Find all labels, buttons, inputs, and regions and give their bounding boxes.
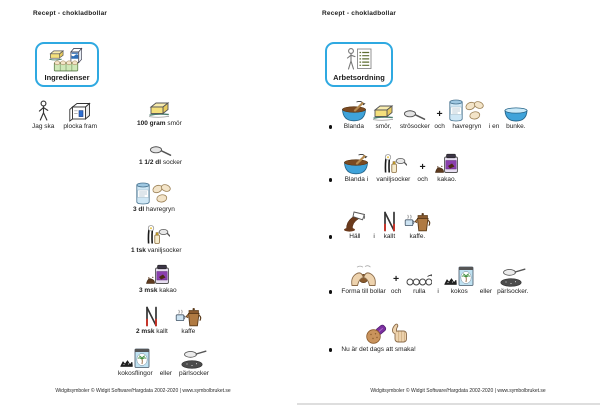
instructions-icon — [344, 47, 374, 73]
step-word-butter — [371, 103, 395, 131]
ingredient-row — [118, 348, 209, 378]
step-row — [329, 264, 529, 296]
take-out-item — [63, 101, 97, 131]
step-word: i — [437, 288, 439, 295]
page-title: Recept - chokladbollar — [322, 10, 397, 17]
mixing-bowl-icon — [343, 152, 369, 175]
step-row — [329, 322, 416, 354]
forming-hands-icon — [349, 264, 378, 287]
category-label: Arbetsordning — [333, 73, 385, 83]
ingredient-row — [139, 264, 177, 295]
ingredient-row — [136, 306, 202, 336]
ingredient-cold — [136, 306, 168, 336]
step-word-mix — [343, 152, 369, 184]
cupboard-icon — [69, 101, 92, 122]
step-row — [329, 152, 459, 184]
step-word-taste — [341, 322, 415, 354]
step-word: i — [373, 233, 375, 240]
step-word-pour — [343, 210, 366, 241]
i-will-item — [32, 100, 54, 131]
step-word-vanilla — [376, 153, 410, 184]
chocolate-ball-icon — [365, 324, 388, 344]
ingredient-row — [133, 182, 175, 214]
cold-icon — [382, 211, 397, 232]
thumbs-up-icon — [390, 322, 409, 344]
cocoa-icon — [435, 153, 459, 175]
sugar-spoon-icon — [403, 106, 426, 122]
plus-icon: + — [436, 107, 443, 120]
cold-icon — [144, 306, 159, 327]
instructions-category-box — [325, 42, 393, 87]
ingredient-pearl-sugar — [179, 349, 209, 378]
ingredient-cocoa — [139, 264, 177, 295]
bowl-icon — [504, 106, 528, 122]
ingredient-row — [131, 224, 182, 255]
step-word-cold — [382, 211, 397, 241]
step-word: Forma till bollar — [341, 288, 386, 295]
step-word: och — [417, 176, 428, 183]
person-icon — [37, 100, 50, 122]
oats-icon — [449, 99, 484, 122]
step-word: kaffe. — [409, 233, 426, 240]
take-out-label: plocka fram — [63, 123, 98, 130]
step-word: eller — [479, 288, 493, 295]
step-word-and — [391, 274, 401, 297]
oats-icon — [136, 182, 171, 205]
step-word: smör, — [375, 123, 392, 130]
intro-row — [32, 100, 97, 131]
copyright-footer: Widgitsymboler © Widgit Software/Hargdata 2002-2020 | www.symbolbruket.se — [370, 388, 546, 394]
plus-icon: + — [419, 160, 426, 173]
coffee-icon — [404, 211, 431, 232]
vanilla-icon — [380, 153, 407, 175]
page-break-line — [297, 403, 600, 405]
ingredient-row — [139, 142, 182, 167]
page-title: Recept - chokladbollar — [33, 10, 108, 17]
ingredient-coffee — [175, 306, 202, 336]
pearl-sugar-icon — [181, 349, 207, 369]
step-word-and — [417, 162, 427, 185]
ingredient-label: pärlsocker — [178, 370, 209, 377]
step-word-in — [373, 233, 374, 241]
or-label: eller — [159, 370, 172, 377]
step-word: Blanda i — [344, 176, 369, 183]
step-word-coconut — [444, 266, 475, 296]
bullet-icon — [329, 290, 332, 293]
copyright-footer: Widgitsymboler © Widgit Software/Hargdata 2002-2020 | www.symbolbruket.se — [55, 388, 231, 394]
i-will-label: Jag ska — [32, 123, 55, 130]
step-word: i en — [488, 123, 500, 130]
step-word-oats — [449, 99, 484, 131]
step-word-coffee — [404, 211, 431, 241]
category-label: Ingredienser — [44, 73, 90, 83]
step-word-or — [480, 288, 492, 296]
ingredient-label: 2 msk kallt — [136, 328, 168, 335]
step-row — [329, 99, 528, 131]
ingredient-label: 1 tsk vaniljsocker — [131, 247, 182, 254]
coconut-icon — [120, 348, 151, 369]
ingredient-or — [160, 370, 172, 378]
step-word-in — [437, 288, 438, 296]
ingredient-label: kokosflingor — [118, 370, 153, 377]
step-word: vaniljsocker — [376, 176, 411, 183]
coconut-icon — [444, 266, 475, 287]
bullet-icon — [329, 235, 332, 238]
ingredient-row — [137, 100, 182, 128]
step-word: Häll — [349, 233, 361, 240]
ingredient-label: 3 dl havregryn — [133, 206, 175, 213]
step-word: kallt — [383, 233, 396, 240]
ingredient-butter — [137, 100, 182, 128]
bullet-icon — [329, 125, 332, 128]
step-word: kakao. — [437, 176, 457, 183]
cocoa-icon — [146, 264, 170, 286]
step-word-sugar — [400, 106, 430, 131]
bullet-icon — [329, 178, 332, 181]
ingredient-label: kaffe — [181, 328, 196, 335]
rolling-icon — [406, 273, 432, 287]
step-word: kokos — [450, 288, 468, 295]
bullet-icon — [329, 348, 332, 351]
coffee-icon — [175, 306, 202, 327]
sugar-spoon-icon — [149, 142, 172, 158]
step-word-pearl-sugar — [497, 267, 528, 296]
ingredient-vanilla — [131, 224, 182, 255]
butter-icon — [371, 103, 395, 122]
step-word-roll — [406, 273, 432, 296]
pour-icon — [343, 210, 366, 232]
step-word: Nu är det dags att smaka! — [341, 346, 416, 353]
mixing-bowl-icon — [341, 99, 367, 122]
taste-icons — [365, 322, 409, 345]
step-word: pärlsocker. — [497, 288, 529, 295]
step-word: Blanda — [343, 123, 365, 130]
step-word: och — [390, 288, 402, 295]
ingredients-category-box — [35, 42, 99, 87]
ingredient-label: 100 gram smör — [137, 120, 182, 127]
ingredient-label: 3 msk kakao — [139, 287, 177, 294]
ingredient-sugar — [139, 142, 182, 167]
pearl-sugar-icon — [500, 267, 526, 287]
step-word-in-a — [489, 123, 499, 131]
plus-icon: + — [393, 272, 400, 285]
butter-icon — [147, 100, 171, 119]
step-word-bowl — [504, 106, 528, 131]
step-word: bunke. — [506, 123, 526, 130]
step-word-form-balls — [341, 264, 385, 296]
ingredients-icon — [47, 46, 87, 73]
step-word: havregryn — [452, 123, 482, 130]
step-row — [329, 210, 431, 241]
step-word-cocoa — [435, 153, 459, 184]
ingredient-oats — [133, 182, 175, 214]
step-word-and — [434, 109, 444, 132]
ingredient-coconut — [118, 348, 153, 378]
step-word: rulla — [413, 288, 426, 295]
step-word: strösocker — [399, 123, 430, 130]
vanilla-icon — [143, 224, 170, 246]
ingredient-label: 1 1/2 dl socker — [139, 159, 182, 166]
step-word: och — [434, 123, 445, 130]
step-word-mix — [341, 99, 367, 131]
